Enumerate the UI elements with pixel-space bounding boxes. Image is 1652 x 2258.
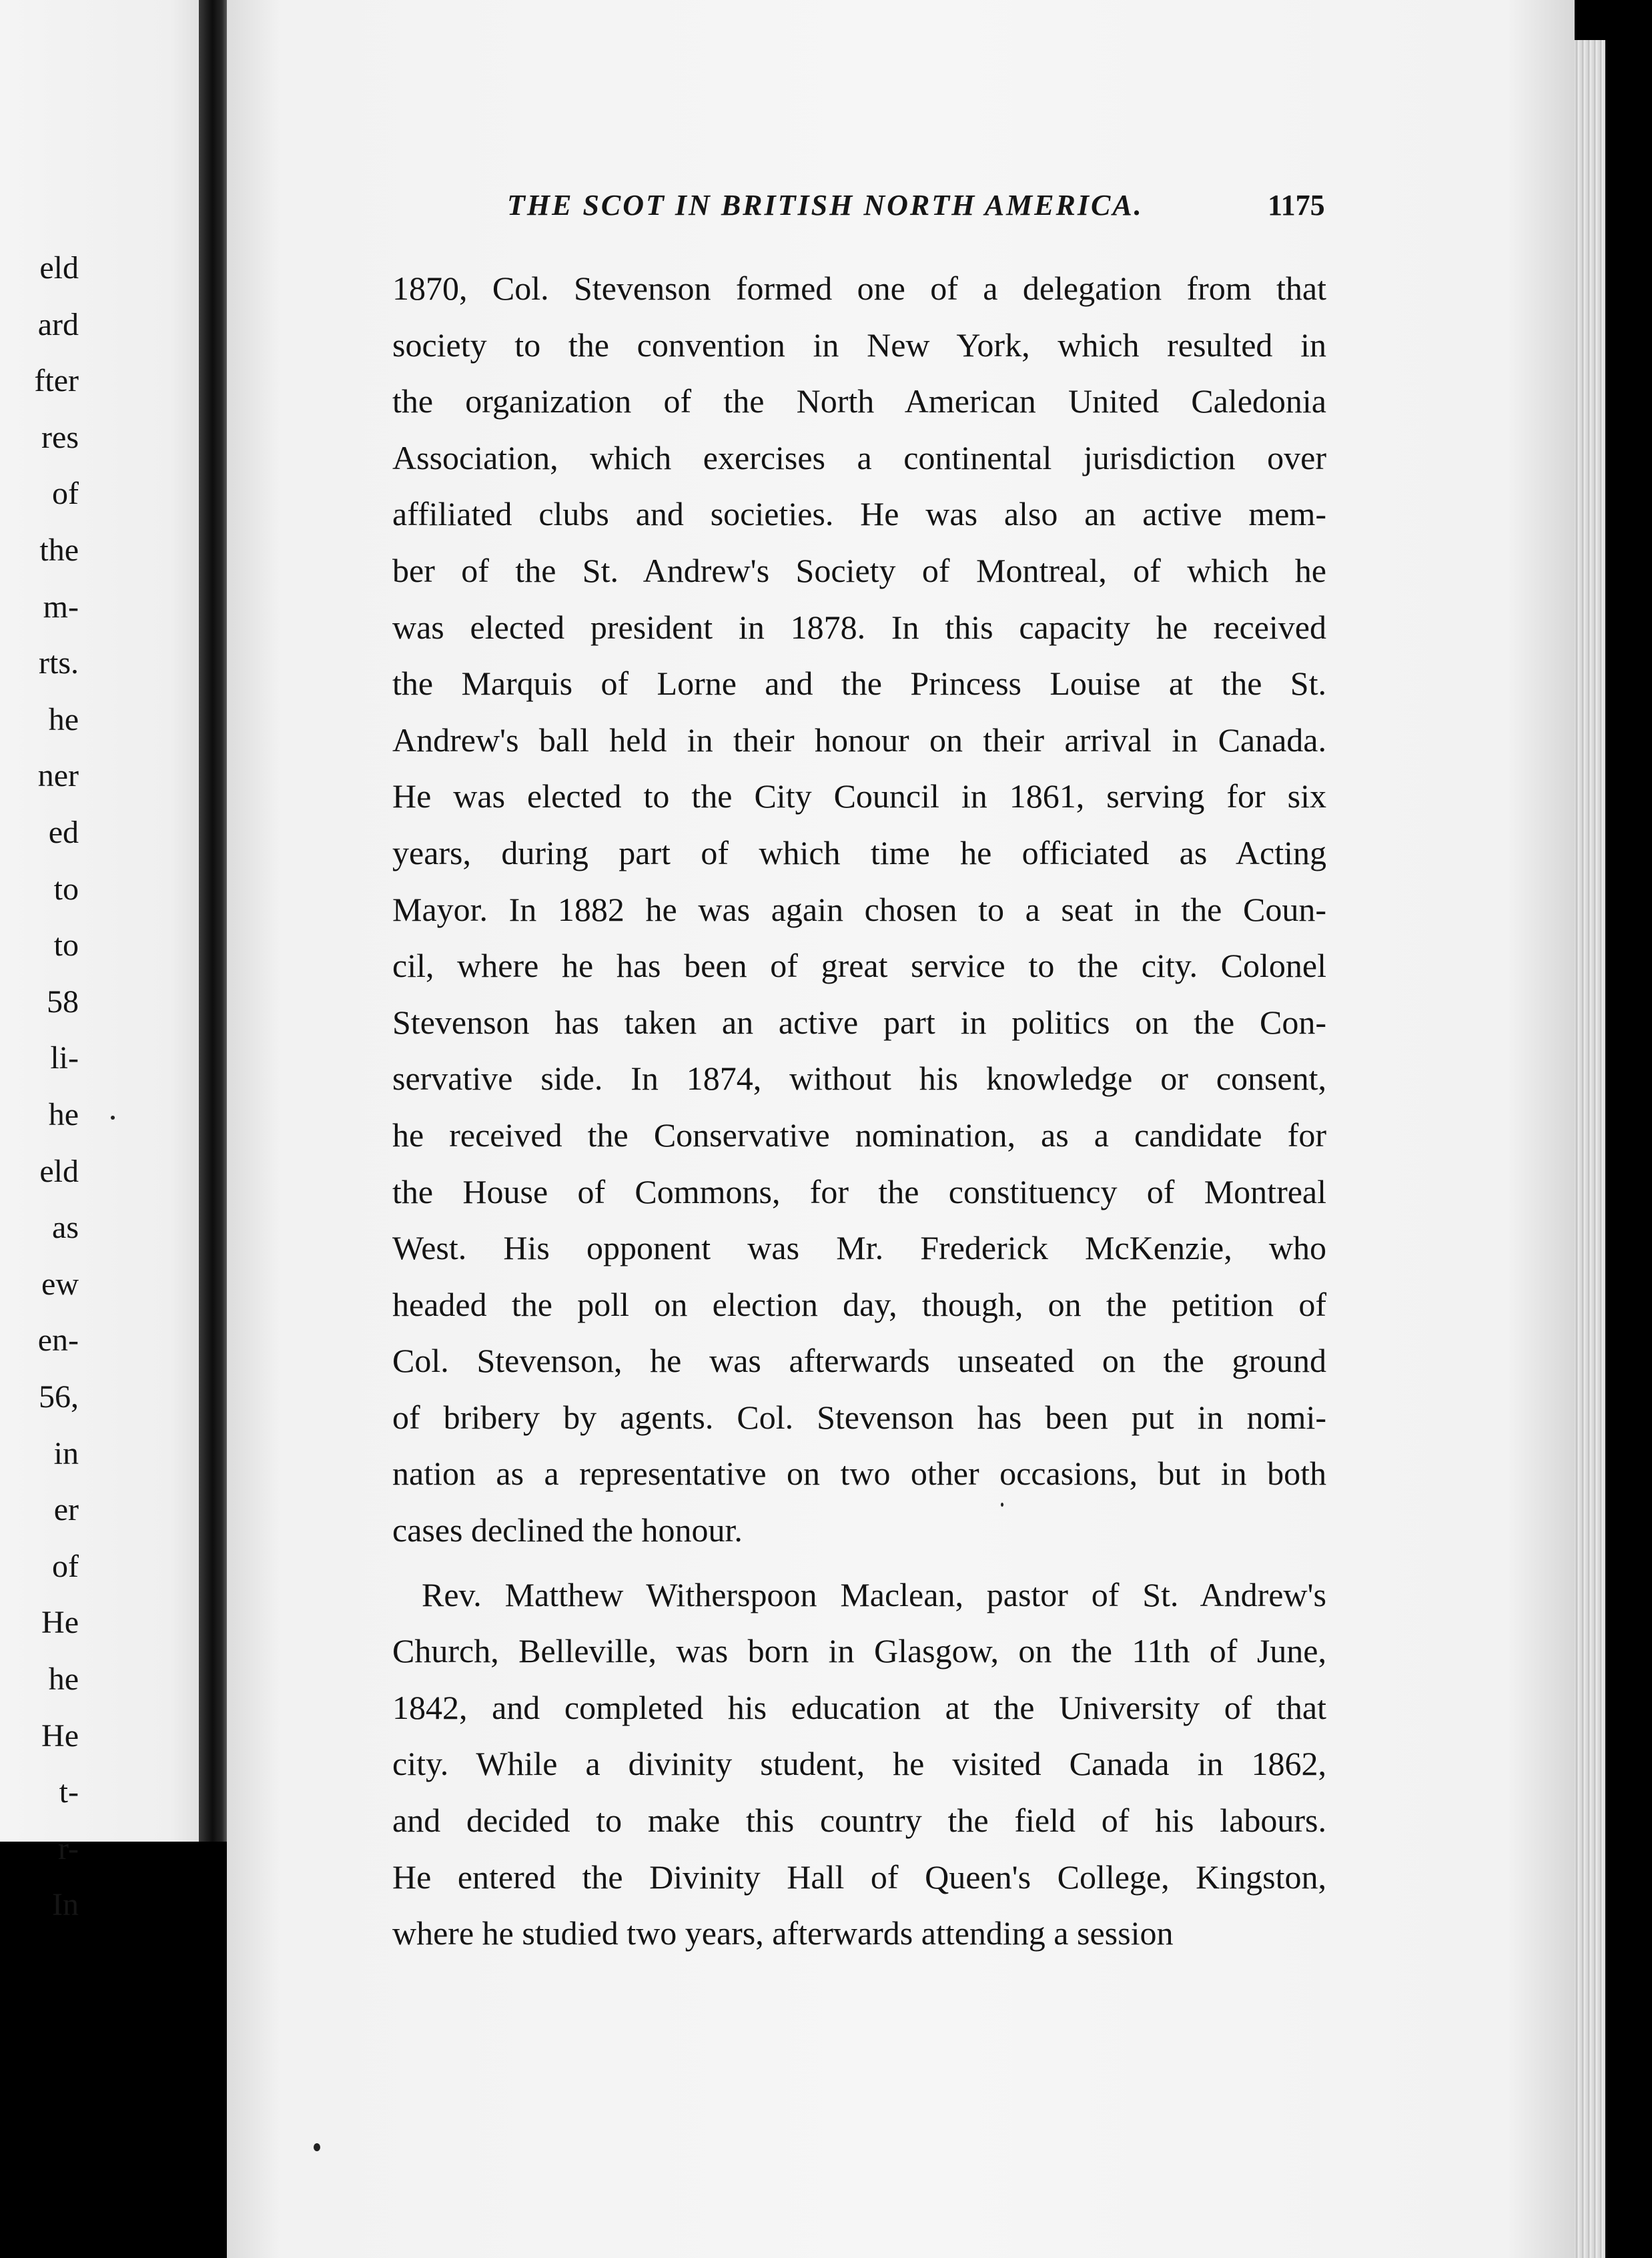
facing-page-fragment: to — [53, 929, 79, 962]
text-line: nation as a representative on two other occasions, but in both — [392, 1455, 1326, 1493]
facing-page-fragment: 58 — [47, 986, 79, 1018]
text-line: was elected president in 1878. In this capacity he received — [392, 608, 1326, 646]
facing-page-fragment: ard — [37, 308, 79, 341]
text-line: where he studied two years, afterwards attending a session — [392, 1914, 1174, 1952]
facing-page-fragment: li- — [50, 1042, 79, 1075]
text-line: Rev. Matthew Witherspoon Maclean, pastor of St. Andrew's — [422, 1575, 1326, 1613]
body-text — [392, 260, 1326, 1962]
page-number: 1175 — [1268, 189, 1325, 222]
text-line: and decided to make this country the field of his labours. — [392, 1802, 1326, 1840]
facing-page-fragment: ner — [37, 760, 79, 793]
paragraph — [392, 260, 1326, 1559]
text-line: He was elected to the City Council in 1861, serving for six — [392, 777, 1326, 815]
running-head: THE SCOT IN BRITISH NORTH AMERICA. — [507, 189, 1144, 222]
paragraph — [392, 1567, 1326, 1962]
page-edges — [1575, 40, 1605, 2258]
text-line: of bribery by agents. Col. Stevenson has been put in nomi- — [392, 1398, 1326, 1436]
facing-page-fragment: en- — [37, 1325, 79, 1357]
text-line: Mayor. In 1882 he was again chosen to a seat in the Coun- — [392, 890, 1326, 928]
facing-page-fragment: ed — [48, 817, 79, 849]
text-line: city. While a divinity student, he visited Canada in 1862, — [392, 1745, 1326, 1783]
facing-page-fragment: fter — [34, 365, 79, 398]
facing-page-fragment: eld — [39, 252, 79, 284]
text-line: cases declined the honour. — [392, 1511, 743, 1549]
facing-page-fragment: m- — [43, 591, 79, 623]
facing-page-fragment: of — [52, 1550, 79, 1583]
facing-page-fragment: he — [48, 703, 79, 736]
facing-page-fragment: 56, — [39, 1381, 79, 1413]
scan-speck — [1001, 1503, 1003, 1507]
text-line: 1842, and completed his education at the University of that — [392, 1688, 1326, 1726]
facing-page-fragment: he — [48, 1663, 79, 1696]
text-line: cil, where he has been of great service to the city. Colonel — [392, 947, 1326, 985]
facing-page — [0, 0, 214, 1922]
text-line: the organization of the North American United Caledonia — [392, 382, 1326, 420]
scan-speck — [314, 2143, 320, 2151]
facing-page-fragment: eld — [39, 1155, 79, 1188]
text-line: the Marquis of Lorne and the Princess Louise at the St. — [392, 665, 1326, 703]
facing-page-fragment: he — [48, 1099, 79, 1131]
facing-page-fragment: er — [53, 1494, 79, 1527]
text-line: West. His opponent was Mr. Frederick McKenzie, who — [392, 1229, 1326, 1267]
facing-page-fragment: in — [53, 1437, 79, 1470]
text-line: Church, Belleville, was born in Glasgow, on the 11th of June, — [392, 1632, 1326, 1670]
facing-page-fragment: In — [52, 1889, 79, 1922]
text-line: years, during part of which time he officiated as Acting — [392, 833, 1326, 871]
text-line: Andrew's ball held in their honour on their arrival in Canada. — [392, 721, 1326, 759]
facing-page-fragment: res — [41, 421, 79, 454]
facing-page-fragment: He — [41, 1607, 79, 1639]
text-line: society to the convention in New York, which resulted in — [392, 326, 1326, 364]
scan-speck — [111, 1116, 115, 1120]
text-line: Association, which exercises a continental jurisdiction over — [392, 438, 1326, 476]
text-line: headed the poll on election day, though, on the petition of — [392, 1285, 1326, 1323]
text-line: affiliated clubs and societies. He was also an active mem- — [392, 495, 1326, 533]
text-line: Col. Stevenson, he was afterwards unseated on the ground — [392, 1342, 1326, 1380]
facing-page-fragment: rts. — [39, 647, 79, 680]
facing-page-fragment: ew — [41, 1268, 79, 1300]
text-line: he received the Conservative nomination, as a candidate for — [392, 1116, 1326, 1154]
text-line: the House of Commons, for the constituency of Montreal — [392, 1172, 1326, 1210]
facing-page-fragment: t- — [59, 1776, 79, 1809]
facing-page-fragment: as — [52, 1212, 79, 1244]
text-line: servative side. In 1874, without his knowledge or consent, — [392, 1060, 1326, 1098]
text-line: He entered the Divinity Hall of Queen's College, Kingston, — [392, 1858, 1326, 1896]
text-line: 1870, Col. Stevenson formed one of a delegation from that — [392, 270, 1326, 307]
text-line: Stevenson has taken an active part in politics on the Con- — [392, 1003, 1326, 1041]
facing-page-fragment: r- — [57, 1832, 79, 1865]
facing-page-fragment: to — [53, 873, 79, 905]
text-line: ber of the St. Andrew's Society of Montreal, of which he — [392, 551, 1326, 589]
facing-page-fragment: of — [52, 478, 79, 510]
facing-page-fragment: He — [41, 1720, 79, 1752]
facing-page-fragment: the — [39, 534, 79, 567]
